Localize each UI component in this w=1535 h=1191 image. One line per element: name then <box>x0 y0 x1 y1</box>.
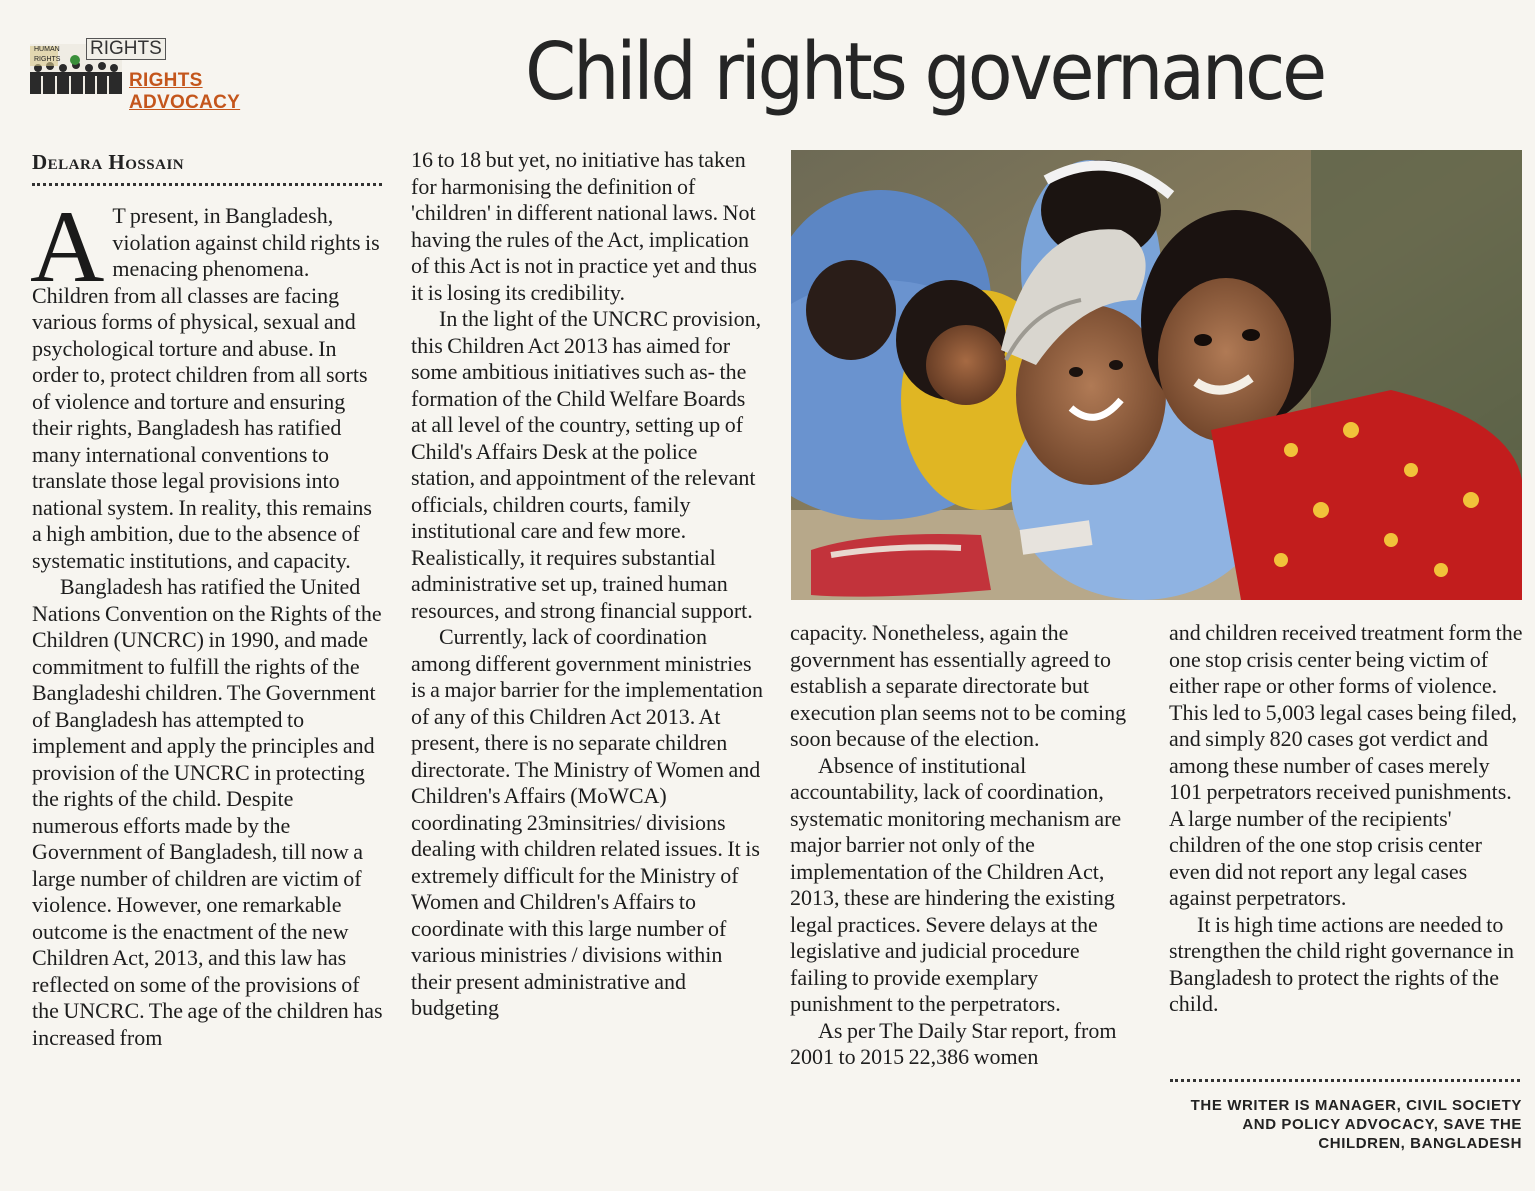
article-column-3 <box>790 620 1140 1071</box>
children-smiling-photo <box>791 150 1522 600</box>
headline: Child rights governance <box>525 26 1324 118</box>
article-paragraph: capacity. Nonetheless, again the government has essentially agreed to establish a separate directorate but execution plan seems not to be coming soon because of the election. <box>790 620 1127 751</box>
logo-rights-text: RIGHTS <box>86 38 166 60</box>
article-column-4 <box>1169 620 1523 1018</box>
byline: Delara Hossain <box>32 150 185 174</box>
paragraph-text: T present, in Bangladesh, violation against child rights is menacing phenomena. Children from all classes are facing various forms of physical, sexual and psychological torture and abuse. In order to, protect children from all sorts of violence and torture and ensuring their rights, Bangladesh has ratified many international conventions to translate those legal provisions into national system. In reality, this remains a high ambition, due to the absence of systematic institutions, and capacity. <box>32 203 380 573</box>
article-paragraph: It is high time actions are needed to strengthen the child right governance in Bangladesh to protect the rights of the child. <box>1169 911 1515 1016</box>
logo-small-text-mid: RIGHTS <box>34 56 61 63</box>
article-paragraph: Bangladesh has ratified the United Nations Convention on the Rights of the Children (UNCRC) in 1990, and made commitment to fulfill the rights of the Bangladeshi children. The Government of Bangladesh has attempted to implement and apply the principles and provision of the UNCRC in protecting the rights of the child. Despite numerous efforts made by the Government of Bangladesh, till now a large number of children are victim of violence. However, one remarkable outcome is the enactment of the new Children Act, 2013, and this law has reflected on some of the provisions of the UNCRC. The age of the children has increased from <box>32 574 383 1050</box>
article-photo <box>791 150 1522 600</box>
byline-divider <box>32 183 382 186</box>
drop-cap: A <box>30 190 105 304</box>
article-paragraph: As per The Daily Star report, from 2001 to 2015 22,386 women <box>790 1017 1117 1069</box>
article-paragraph: and children received treatment form the one stop crisis center being victim of either rape or other forms of violence. This led to 5,003 legal cases being filed, and simply 820 cases got verdict and among these number of cases merely 101 perpetrators received punishments. A large number of the recipients' children of the one stop crisis center even did not report any legal cases against perpetrators. <box>1169 620 1523 910</box>
article-paragraph: Absence of institutional accountability, lack of coordination, systematic monitoring mechanism are major barrier not only of the implementation of the Children Act, 2013, these are hindering the existing legal practices. Severe delays at the legislative and judicial procedure failing to provide exemplary punishment to the perpetrators. <box>790 752 1122 1016</box>
author-credit: THE WRITER IS MANAGER, CIVIL SOCIETY AND POLICY ADVOCACY, SAVE THE CHILDREN, BANGLADESH <box>1190 1097 1522 1152</box>
article-column-2 <box>411 147 765 1022</box>
section-label: RIGHTS ADVOCACY <box>129 70 241 113</box>
article-paragraph: Currently, lack of coordination among different government ministries is a major barrier for the implementation of any of this Children Act 2013. At present, there is no separate children directorate. The Ministry of Women and Children's Affairs (MoWCA) coordinating 23minsitries/ divisions dealing with children related issues. It is extremely difficult for the Ministry of Women and Children's Affairs to coordinate with this large number of various ministries / divisions within their present administrative and budgeting <box>411 624 763 1020</box>
section-logo <box>30 38 305 113</box>
article-column-1 <box>30 190 384 1051</box>
article-paragraph <box>30 190 384 574</box>
article-paragraph: 16 to 18 but yet, no initiative has taken for harmonising the definition of 'children' in different national laws. Not having the rules of the Act, implication of this Act is not in practice yet and thus it is losing its credibility. <box>411 147 757 305</box>
logo-small-text-top: HUMAN <box>34 46 60 53</box>
credit-divider <box>1170 1079 1520 1082</box>
article-paragraph: In the light of the UNCRC provision, this Children Act 2013 has aimed for some ambitious initiatives such as- the formation of the Child Welfare Boards at all level of the country, setting up of Child's Affairs Desk at the police station, and appointment of the relevant officials, children courts, family institutional care and few more. Realistically, it requires substantial administrative set up, trained human resources, and strong financial support. <box>411 306 762 623</box>
